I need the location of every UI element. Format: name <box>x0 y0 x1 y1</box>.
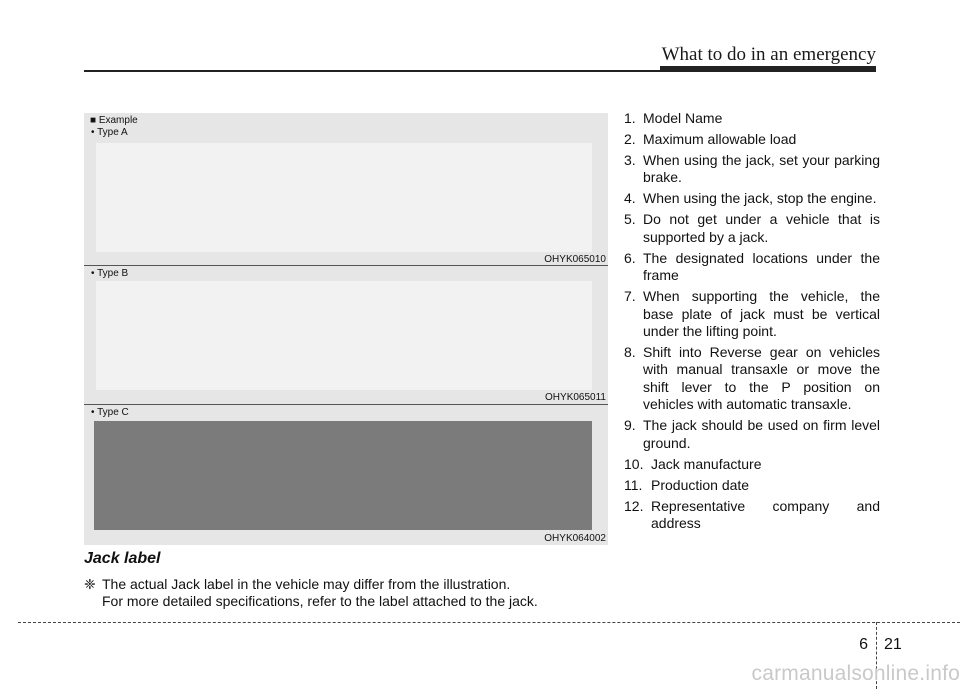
list-item <box>624 152 880 187</box>
list-item <box>624 131 880 148</box>
list-item <box>624 250 880 285</box>
type-a-image <box>96 143 592 252</box>
list-item <box>624 190 880 207</box>
list-item-number: 7. <box>624 288 636 305</box>
watermark: carmanualsonline.info <box>751 662 960 685</box>
list-item-text: Do not get under a vehicle that is supported by a jack. <box>643 211 880 245</box>
chapter-header-title: What to do in an emergency <box>661 44 876 65</box>
example-label: ■ Example <box>90 115 138 126</box>
type-b-image <box>96 281 592 390</box>
list-item-number: 2. <box>624 131 636 147</box>
list-item <box>624 477 880 494</box>
list-item-text: Shift into Reverse gear on vehicles with manual transaxle or move the shift lever to the P position on vehicles with automatic transaxle. <box>643 344 880 413</box>
list-item <box>624 456 880 473</box>
list-item <box>624 344 880 414</box>
list-item-number: 8. <box>624 344 636 361</box>
list-item <box>624 110 880 127</box>
chapter-number: 6 <box>859 636 868 653</box>
list-item <box>624 288 880 340</box>
list-item-number: 3. <box>624 152 636 168</box>
note-symbol: ❈ <box>84 576 96 592</box>
figure-type-a <box>84 113 608 265</box>
list-item <box>624 211 880 246</box>
page-number: 21 <box>884 636 902 653</box>
list-item-number: 9. <box>624 417 636 434</box>
type-a-label: • Type A <box>91 127 128 138</box>
list-item <box>624 417 880 452</box>
figure-type-c <box>84 405 608 545</box>
type-c-code: OHYK064002 <box>544 533 606 544</box>
type-b-label: • Type B <box>91 268 129 279</box>
header-rule-accent <box>660 66 876 72</box>
list-item-text: Maximum allowable load <box>643 131 797 147</box>
figure-type-b <box>84 266 608 404</box>
note <box>84 576 584 610</box>
list-item-number: 12. <box>624 497 644 514</box>
note-line: For more detailed specifications, refer to the label attached to the jack. <box>102 593 538 609</box>
type-c-image <box>94 421 592 530</box>
list-item-text: When using the jack, set your parking brake. <box>643 152 880 186</box>
list-item-text: Model Name <box>643 110 723 126</box>
list-item-number: 5. <box>624 211 636 228</box>
list-item-text: Representative company and address <box>651 497 880 532</box>
list-item-text: The jack should be used on firm level ground. <box>643 417 880 451</box>
footer-dashed-rule <box>18 622 960 623</box>
label-legend-list <box>624 110 880 536</box>
list-item-text: The designated locations under the frame <box>643 249 880 284</box>
section-title: Jack label <box>84 550 161 567</box>
type-a-code: OHYK065010 <box>544 254 606 265</box>
type-c-label: • Type C <box>91 407 129 418</box>
list-item-number: 1. <box>624 110 636 126</box>
list-item-number: 11. <box>624 476 643 493</box>
list-item-number: 10. <box>624 455 644 472</box>
list-item-text: Jack manufacture <box>651 455 762 472</box>
list-item-number: 6. <box>624 249 636 266</box>
list-item-text: When using the jack, stop the engine. <box>643 190 877 207</box>
list-item-number: 4. <box>624 190 636 207</box>
list-item-text: Production date <box>651 476 750 493</box>
note-line: The actual Jack label in the vehicle may differ from the illustration. <box>102 576 511 592</box>
type-b-code: OHYK065011 <box>545 392 606 403</box>
list-item <box>624 498 880 533</box>
jack-label-figure <box>84 113 608 545</box>
list-item-text: When supporting the vehicle, the base plate of jack must be vertical under the lifting point. <box>643 288 880 340</box>
